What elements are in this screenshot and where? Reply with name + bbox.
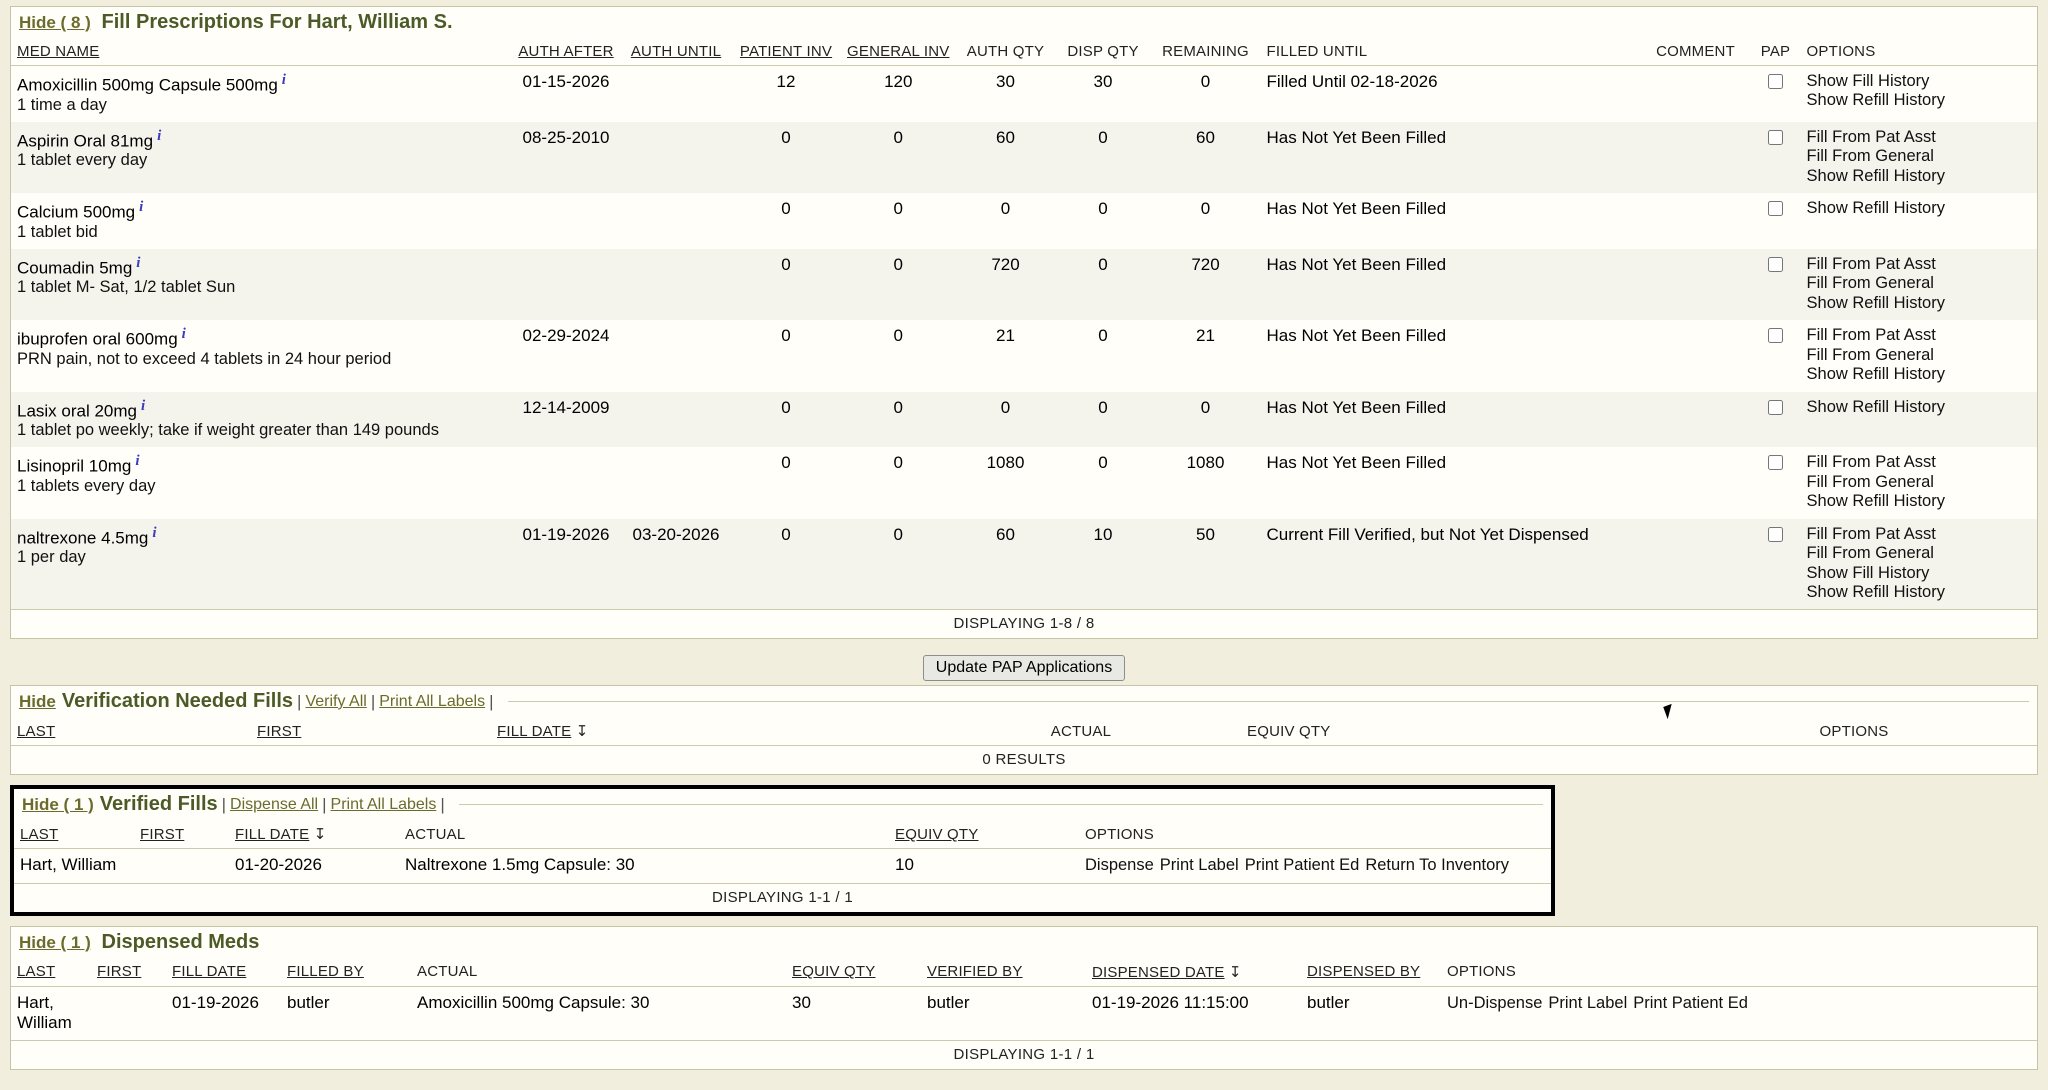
pap-cell	[1751, 519, 1801, 610]
fill-date-cell: 01-19-2026	[172, 992, 259, 1012]
disp-qty-cell: 0	[1056, 122, 1151, 193]
auth-until-cell	[621, 249, 731, 320]
options-cell	[1801, 447, 2037, 518]
pap-cell	[1751, 392, 1801, 448]
hide-toggle-prescriptions[interactable]: Hide ( 8 )	[19, 13, 91, 32]
remaining-cell: 21	[1196, 326, 1215, 346]
med-sig: 1 tablets every day	[17, 476, 156, 495]
first-cell	[134, 849, 229, 883]
patient-inv-cell: 0	[781, 326, 791, 346]
col-remaining: REMAINING	[1151, 39, 1261, 66]
comment-cell	[1641, 392, 1751, 448]
options-cell	[1801, 519, 2037, 610]
sort-arrow-icon: ↧	[1224, 963, 1242, 981]
auth-until-cell	[621, 320, 731, 391]
col-fill-date[interactable]: FILL DATE	[166, 959, 281, 987]
table-row	[11, 66, 2037, 122]
comment-cell	[1641, 66, 1751, 122]
col-options: OPTIONS	[1441, 959, 2037, 987]
option-link[interactable]: Un-Dispense	[1447, 993, 1543, 1012]
col-patient-inv[interactable]: PATIENT INV	[731, 39, 841, 66]
med-name-cell	[11, 193, 511, 249]
fill-prescriptions-header	[11, 7, 2037, 39]
verification-needed-footer-row	[11, 746, 2037, 775]
patient-inv-cell: 0	[781, 199, 791, 219]
option-link[interactable]: Show Fill History	[1806, 563, 1930, 582]
pap-button-bar	[10, 649, 2038, 685]
pap-cell	[1751, 193, 1801, 249]
col-auth-until[interactable]: AUTH UNTIL	[621, 39, 731, 66]
remaining-cell: 1080	[1186, 453, 1225, 473]
option-link[interactable]: Show Refill History	[1806, 199, 1945, 218]
col-first[interactable]: FIRST	[91, 959, 166, 987]
verified-fills-header-row	[14, 821, 1551, 849]
disp-qty-cell: 0	[1098, 199, 1108, 219]
verified-fills-header	[14, 789, 1551, 821]
auth-until-cell	[621, 193, 731, 249]
patient-inv-cell: 0	[731, 249, 841, 320]
option-link[interactable]: Dispense	[1085, 856, 1154, 875]
med-sig: 1 tablet every day	[17, 151, 148, 170]
auth-qty-cell: 60	[956, 519, 1056, 610]
info-icon[interactable]: i	[141, 397, 146, 414]
auth-qty-cell: 0	[956, 392, 1056, 448]
pap-checkbox[interactable]	[1768, 257, 1783, 272]
info-icon[interactable]: i	[181, 326, 186, 343]
col-last[interactable]: LAST	[11, 959, 91, 987]
verification-needed-header-row	[11, 718, 2037, 746]
options-cell	[1441, 986, 2037, 1040]
med-name: Lasix oral 20mg	[17, 401, 138, 421]
table-row	[14, 849, 1551, 883]
info-icon[interactable]: i	[152, 524, 157, 541]
sort-arrow-icon: ↧	[571, 723, 589, 741]
info-icon[interactable]: i	[136, 254, 141, 271]
general-inv-cell: 0	[893, 453, 903, 473]
options-cell	[1079, 849, 1551, 883]
actual-cell: Amoxicillin 500mg Capsule: 30	[417, 992, 650, 1012]
med-sig: 1 tablet M- Sat, 1/2 tablet Sun	[17, 278, 236, 297]
option-link[interactable]: Fill From General	[1806, 274, 1934, 293]
verified-fills-panel	[10, 785, 1555, 915]
option-link[interactable]: Show Refill History	[1806, 365, 1945, 384]
col-comment: COMMENT	[1641, 39, 1751, 66]
col-med-name[interactable]: MED NAME	[11, 39, 511, 66]
option-link[interactable]: Print Label	[1159, 856, 1239, 875]
remaining-cell: 0	[1200, 72, 1211, 91]
dispensed-meds-header	[11, 927, 2037, 959]
auth-qty-cell: 720	[956, 249, 1056, 320]
pap-checkbox[interactable]	[1768, 74, 1783, 89]
remaining-cell: 0	[1151, 392, 1261, 448]
prescriptions-footer-row	[11, 610, 2037, 639]
auth-until-cell	[621, 447, 731, 518]
print-all-labels-link-verification[interactable]: Print All Labels	[379, 692, 486, 710]
auth-until-cell	[621, 122, 731, 193]
med-name-cell	[11, 519, 511, 610]
sep-3: |	[489, 691, 494, 711]
filled-until-cell: Has Not Yet Been Filled	[1266, 326, 1447, 346]
sep-6: |	[440, 794, 445, 814]
option-link[interactable]: Fill From General	[1806, 544, 1934, 563]
col-auth-after[interactable]: AUTH AFTER	[511, 39, 621, 66]
auth-qty-cell: 21	[996, 326, 1015, 346]
pap-checkbox[interactable]	[1768, 328, 1783, 343]
table-row	[11, 392, 2037, 448]
dispensed-meds-count: DISPLAYING 1-1 / 1	[11, 1040, 2037, 1069]
pap-checkbox[interactable]	[1768, 130, 1783, 145]
auth-after-cell: 12-14-2009	[511, 392, 621, 448]
verified-by-cell: butler	[927, 992, 970, 1012]
first-cell	[91, 986, 166, 1040]
table-row	[11, 320, 2037, 391]
med-name: Lisinopril 10mg	[17, 456, 132, 476]
option-link[interactable]: Fill From Pat Asst	[1806, 127, 1936, 146]
option-link[interactable]: Show Refill History	[1806, 91, 1945, 110]
sort-arrow-icon: ↧	[309, 826, 327, 844]
option-link[interactable]: Fill From Pat Asst	[1806, 524, 1936, 543]
hide-toggle-dispensed-meds[interactable]: Hide ( 1 )	[19, 932, 91, 952]
remaining-cell: 60	[1151, 122, 1261, 193]
option-link[interactable]: Print Patient Ed	[1244, 856, 1360, 875]
col-equiv-qty[interactable]: EQUIV QTY	[889, 821, 1079, 849]
table-row	[11, 447, 2037, 518]
verified-fills-count: DISPLAYING 1-1 / 1	[14, 883, 1551, 912]
filled-until-cell: Has Not Yet Been Filled	[1261, 249, 1641, 320]
col-filled-until: FILLED UNTIL	[1261, 39, 1641, 66]
comment-cell	[1641, 193, 1751, 249]
options-cell	[1801, 320, 2037, 391]
auth-after-cell: 01-19-2026	[511, 519, 621, 610]
col-last[interactable]: LAST	[14, 821, 134, 849]
actual-cell: Naltrexone 1.5mg Capsule: 30	[405, 855, 635, 875]
option-link[interactable]: Print Patient Ed	[1633, 993, 1748, 1012]
col-fill-date[interactable]: FILL DATE ↧	[491, 718, 921, 746]
med-name: Coumadin 5mg	[17, 258, 133, 278]
auth-qty-cell: 60	[956, 122, 1056, 193]
general-inv-cell: 0	[841, 122, 956, 193]
patient-inv-cell: 0	[731, 519, 841, 610]
comment-cell	[1641, 249, 1751, 320]
options-cell	[1801, 392, 2037, 448]
general-inv-cell: 0	[893, 199, 903, 219]
col-general-inv[interactable]: GENERAL INV	[841, 39, 956, 66]
auth-qty-cell: 1080	[986, 453, 1025, 473]
col-options: OPTIONS	[1079, 821, 1551, 849]
sep-2: |	[370, 691, 376, 711]
page-title: Fill Prescriptions For Hart, William S.	[101, 11, 453, 33]
comment-cell	[1641, 122, 1751, 193]
med-name-cell	[11, 66, 511, 122]
hide-toggle-verification-needed[interactable]: Hide	[19, 691, 56, 711]
fill-prescriptions-panel	[10, 6, 2038, 639]
verification-needed-table	[11, 718, 2037, 774]
table-row	[11, 519, 2037, 610]
filled-by-cell: butler	[287, 992, 330, 1012]
info-icon[interactable]: i	[139, 199, 144, 216]
verification-needed-panel	[10, 685, 2038, 775]
auth-after-cell: 02-29-2024	[522, 326, 610, 346]
option-link[interactable]: Fill From Pat Asst	[1806, 254, 1936, 273]
prescriptions-table	[11, 39, 2037, 638]
fill-date-cell: 01-20-2026	[235, 855, 322, 875]
med-sig: 1 per day	[17, 548, 86, 567]
option-link[interactable]: Show Refill History	[1806, 583, 1945, 601]
dispensed-meds-header-row	[11, 959, 2037, 987]
col-actual: ACTUAL	[411, 959, 786, 987]
pap-cell	[1751, 66, 1801, 122]
col-first[interactable]: FIRST	[251, 718, 491, 746]
verified-fills-footer-row	[14, 883, 1551, 912]
med-name-cell	[11, 249, 511, 320]
dispensed-meds-footer-row	[11, 1040, 2037, 1069]
med-name-cell	[11, 320, 511, 391]
general-inv-cell: 0	[841, 392, 956, 448]
general-inv-cell: 0	[841, 519, 956, 610]
info-icon[interactable]: i	[281, 72, 286, 88]
disp-qty-cell: 0	[1098, 326, 1108, 346]
dispensed-by-cell: butler	[1307, 992, 1350, 1012]
dispensed-date-cell: 01-19-2026 11:15:00	[1092, 992, 1249, 1012]
pap-cell	[1751, 447, 1801, 518]
remaining-cell: 0	[1200, 199, 1211, 219]
verify-all-link[interactable]: Verify All	[305, 692, 367, 710]
auth-after-cell: 08-25-2010	[511, 122, 621, 193]
option-link[interactable]: Fill From General	[1806, 147, 1934, 166]
header-rule-2	[459, 804, 1543, 805]
options-cell	[1801, 193, 2037, 249]
dispensed-meds-panel	[10, 926, 2038, 1070]
options-cell	[1801, 66, 2037, 122]
general-inv-cell: 120	[884, 72, 913, 91]
col-auth-qty: AUTH QTY	[956, 39, 1056, 66]
disp-qty-cell: 10	[1056, 519, 1151, 610]
disp-qty-cell: 0	[1056, 249, 1151, 320]
sep-5: |	[322, 794, 327, 814]
col-first[interactable]: FIRST	[134, 821, 229, 849]
med-name-cell	[11, 447, 511, 518]
option-link[interactable]: Fill From General	[1806, 472, 1934, 491]
col-fill-date[interactable]: FILL DATE ↧	[229, 821, 399, 849]
med-name: naltrexone 4.5mg	[17, 528, 149, 548]
print-all-labels-link-verified[interactable]: Print All Labels	[330, 795, 437, 813]
med-sig: PRN pain, not to exceed 4 tablets in 24 hour period	[17, 349, 392, 368]
auth-after-cell	[511, 249, 621, 320]
table-row	[11, 986, 2037, 1040]
disp-qty-cell: 0	[1098, 453, 1108, 473]
option-link[interactable]: Show Refill History	[1806, 492, 1945, 511]
patient-inv-cell: 0	[731, 122, 841, 193]
filled-until-cell: Has Not Yet Been Filled	[1266, 199, 1447, 219]
med-sig: 1 tablet bid	[17, 222, 98, 241]
header-rule	[508, 701, 2030, 702]
med-sig: 1 tablet po weekly; take if weight greater than 149 pounds	[17, 421, 439, 440]
col-disp-qty: DISP QTY	[1056, 39, 1151, 66]
med-name-cell	[11, 122, 511, 193]
info-icon[interactable]: i	[157, 127, 162, 144]
hide-toggle-verified-fills[interactable]: Hide ( 1 )	[22, 794, 94, 814]
equiv-qty-cell: 10	[895, 855, 914, 875]
filled-until-cell: Has Not Yet Been Filled	[1261, 392, 1641, 448]
verified-fills-table	[14, 821, 1551, 911]
med-name: Aspirin Oral 81mg	[17, 131, 154, 151]
pap-checkbox[interactable]	[1768, 201, 1783, 216]
update-pap-applications-button[interactable]: Update PAP Applications	[923, 655, 1125, 681]
dispense-all-link[interactable]: Dispense All	[230, 795, 319, 813]
comment-cell	[1641, 447, 1751, 518]
col-filled-by[interactable]: FILLED BY	[281, 959, 411, 987]
dispensed-meds-title: Dispensed Meds	[101, 930, 260, 953]
col-equiv-qty[interactable]: EQUIV QTY	[786, 959, 921, 987]
option-link[interactable]: Fill From General	[1806, 345, 1934, 364]
disp-qty-cell: 0	[1056, 392, 1151, 448]
verification-needed-count: 0 RESULTS	[11, 746, 2037, 775]
pap-checkbox[interactable]	[1768, 400, 1783, 415]
col-dispensed-by[interactable]: DISPENSED BY	[1301, 959, 1441, 987]
comment-cell	[1641, 320, 1751, 391]
options-cell	[1801, 249, 2037, 320]
med-name: Calcium 500mg	[17, 202, 136, 222]
equiv-qty-cell: 30	[792, 992, 811, 1012]
last-cell: Hart, William	[17, 992, 72, 1032]
col-equiv-qty: EQUIV QTY	[1241, 718, 1671, 746]
table-row	[11, 249, 2037, 320]
verified-fills-title: Verified Fills	[99, 793, 218, 816]
auth-after-cell	[511, 447, 621, 518]
option-link[interactable]: Fill From Pat Asst	[1806, 326, 1936, 345]
pap-cell	[1751, 122, 1801, 193]
remaining-cell: 720	[1151, 249, 1261, 320]
auth-until-cell	[621, 66, 731, 122]
table-row	[11, 122, 2037, 193]
pap-checkbox[interactable]	[1768, 455, 1783, 470]
pap-cell	[1751, 320, 1801, 391]
sep-1: |	[297, 691, 302, 711]
patient-inv-cell: 0	[731, 392, 841, 448]
option-link[interactable]: Show Refill History	[1806, 397, 1945, 416]
option-link[interactable]: Show Refill History	[1806, 166, 1945, 185]
auth-until-cell	[621, 392, 731, 448]
remaining-cell: 50	[1151, 519, 1261, 610]
auth-after-cell	[511, 193, 621, 249]
med-sig: 1 time a day	[17, 95, 107, 114]
option-link[interactable]: Return To Inventory	[1365, 856, 1510, 875]
col-actual: ACTUAL	[921, 718, 1241, 746]
filled-until-cell: Current Fill Verified, but Not Yet Dispensed	[1261, 519, 1641, 610]
verification-needed-header	[11, 686, 2037, 718]
col-last[interactable]: LAST	[11, 718, 251, 746]
verification-needed-title: Verification Needed Fills	[61, 690, 294, 713]
col-verified-by[interactable]: VERIFIED BY	[921, 959, 1086, 987]
last-cell: Hart, William	[20, 855, 117, 875]
col-options: OPTIONS	[1801, 39, 2037, 66]
pap-cell	[1751, 249, 1801, 320]
col-pap: PAP	[1751, 39, 1801, 66]
auth-qty-cell: 0	[1000, 199, 1011, 219]
option-link[interactable]: Show Refill History	[1806, 293, 1945, 312]
auth-after-cell: 01-15-2026	[522, 72, 610, 91]
general-inv-cell: 0	[841, 249, 956, 320]
general-inv-cell: 0	[893, 326, 903, 346]
patient-inv-cell: 0	[781, 453, 791, 473]
auth-until-cell: 03-20-2026	[621, 519, 731, 610]
option-link[interactable]: Show Fill History	[1806, 72, 1930, 90]
option-link[interactable]: Fill From Pat Asst	[1806, 453, 1936, 472]
table-row	[11, 193, 2037, 249]
prescriptions-header-row	[11, 39, 2037, 66]
col-dispensed-date[interactable]: DISPENSED DATE ↧	[1086, 959, 1301, 987]
filled-until-cell: Filled Until 02-18-2026	[1266, 72, 1438, 91]
filled-until-cell: Has Not Yet Been Filled	[1261, 122, 1641, 193]
auth-qty-cell: 30	[996, 72, 1015, 91]
pap-checkbox[interactable]	[1768, 527, 1783, 542]
info-icon[interactable]: i	[135, 453, 140, 470]
col-actual: ACTUAL	[399, 821, 889, 849]
med-name: ibuprofen oral 600mg	[17, 329, 178, 349]
sep-4: |	[221, 794, 227, 814]
disp-qty-cell: 30	[1093, 72, 1113, 91]
col-options: OPTIONS	[1671, 718, 2037, 746]
filled-until-cell: Has Not Yet Been Filled	[1266, 453, 1447, 473]
options-cell	[1801, 122, 2037, 193]
patient-inv-cell: 12	[776, 72, 796, 91]
comment-cell	[1641, 519, 1751, 610]
med-name: Amoxicillin 500mg Capsule 500mg	[17, 75, 278, 95]
dispensed-meds-table	[11, 959, 2037, 1069]
prescriptions-count: DISPLAYING 1-8 / 8	[11, 610, 2037, 639]
option-link[interactable]: Print Label	[1548, 993, 1628, 1012]
med-name-cell	[11, 392, 511, 448]
